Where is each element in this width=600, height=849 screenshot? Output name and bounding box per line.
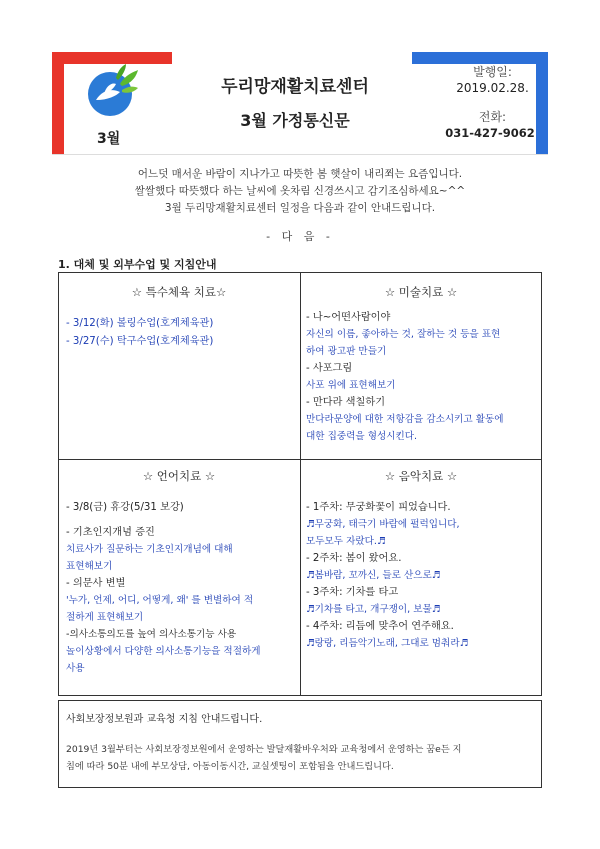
art-line: 대한 집중력을 형성시킨다.	[306, 431, 418, 442]
dove-logo-icon	[82, 62, 142, 122]
notice-heading: 사회보장정보원과 교육청 지침 안내드립니다.	[66, 714, 263, 725]
phone-label: 전화:	[478, 110, 507, 124]
speech-line: 사용	[66, 663, 85, 674]
divider-text: - 다 음 -	[266, 230, 334, 243]
header-right-border	[536, 64, 548, 154]
speech-title: ☆ 언어치료 ☆	[142, 469, 216, 483]
music-line: - 1주차: 무궁화꽃이 피었습니다.	[306, 502, 451, 513]
month-label: 3월	[97, 131, 121, 147]
special-pe-title: ☆ 특수체육 치료☆	[131, 285, 227, 299]
phone-number: 031-427-9062	[445, 126, 535, 140]
header-left-border	[52, 64, 64, 154]
music-line: - 2주차: 봄이 왔어요.	[306, 553, 402, 564]
art-line: - 나~어떤사람이야	[306, 312, 391, 323]
table-horizontal-divider	[58, 459, 542, 460]
art-title: ☆ 미술치료 ☆	[384, 285, 458, 299]
notice-body-line: 2019년 3월부터는 사회보장정보원에서 운영하는 발달재활바우처와 교육청에서 운영하는 꿈e든 지	[66, 744, 462, 755]
art-line: - 만다라 색칠하기	[306, 397, 386, 408]
speech-line: 치료사가 질문하는 기초인지개념에 대해	[66, 544, 233, 555]
art-line: 하여 광고판 만들기	[306, 346, 387, 357]
table-vertical-divider	[300, 272, 301, 696]
art-line: 자신의 이름, 좋아하는 것, 잘하는 것 등을 표현	[306, 329, 501, 340]
notice-body-line: 침에 따라 50분 내에 부모상담, 아동이동시간, 교실셋팅이 포함됨을 안내드립니다.	[66, 761, 394, 772]
special-pe-item: - 3/12(화) 볼링수업(호계체육관)	[66, 318, 214, 329]
speech-line: 절하게 표현해보기	[66, 612, 144, 623]
intro-line: 쌀쌀했다 따뜻했다 하는 날씨에 옷차림 신경쓰시고 감기조심하세요~^^	[134, 185, 466, 197]
intro-line: 3월 두리망재활치료센터 일정을 다음과 같이 안내드립니다.	[164, 202, 436, 214]
special-pe-item: - 3/27(수) 탁구수업(호계체육관)	[66, 336, 214, 347]
art-line: - 사포그림	[306, 363, 353, 374]
music-line: 모두모두 자랐다.♬	[306, 536, 386, 547]
speech-line: - 3/8(금) 휴강(5/31 보강)	[66, 502, 184, 513]
center-name: 두리망재활치료센터	[221, 77, 369, 97]
music-line: - 3주차: 기차를 타고	[306, 587, 399, 598]
newsletter-title: 3월 가정통신문	[240, 111, 350, 130]
music-line: ♬봄바람, 꼬까신, 들로 산으로♬	[306, 570, 441, 581]
speech-line: -의사소통의도를 높여 의사소통기능 사용	[66, 629, 237, 640]
header-bottom-line	[52, 154, 548, 155]
speech-line: 표현해보기	[66, 561, 113, 572]
art-line: 만다라문양에 대한 저항감을 감소시키고 활동에	[306, 414, 504, 425]
music-line: ♬기차를 타고, 개구쟁이, 보물♬	[306, 604, 441, 615]
intro-line: 어느덧 매서운 바람이 지나가고 따뜻한 봄 햇살이 내리쬐는 요즘입니다.	[137, 168, 463, 180]
speech-line: - 의문사 변별	[66, 578, 126, 589]
art-line: 사포 위에 표현해보기	[306, 380, 396, 391]
publish-label: 발행일:	[473, 65, 512, 79]
speech-line: - 기초인지개념 증진	[66, 527, 155, 538]
speech-line: '누가, 언제, 어디, 어떻게, 왜' 를 변별하여 적	[66, 595, 254, 606]
music-title: ☆ 음악치료 ☆	[384, 469, 458, 483]
music-line: - 4주차: 리듬에 맞추어 연주해요.	[306, 621, 454, 632]
publish-date: 2019.02.28.	[456, 81, 529, 95]
music-line: ♬무궁화, 태극기 바람에 펄럭입니다,	[306, 519, 460, 530]
music-line: ♬랑랑, 리듬악기노래, 그대로 멈춰라♬	[306, 638, 469, 649]
speech-line: 놀이상황에서 다양한 의사소통기능을 적절하게	[66, 646, 261, 657]
section-title: 1. 대체 및 외부수업 및 지침안내	[58, 258, 217, 271]
